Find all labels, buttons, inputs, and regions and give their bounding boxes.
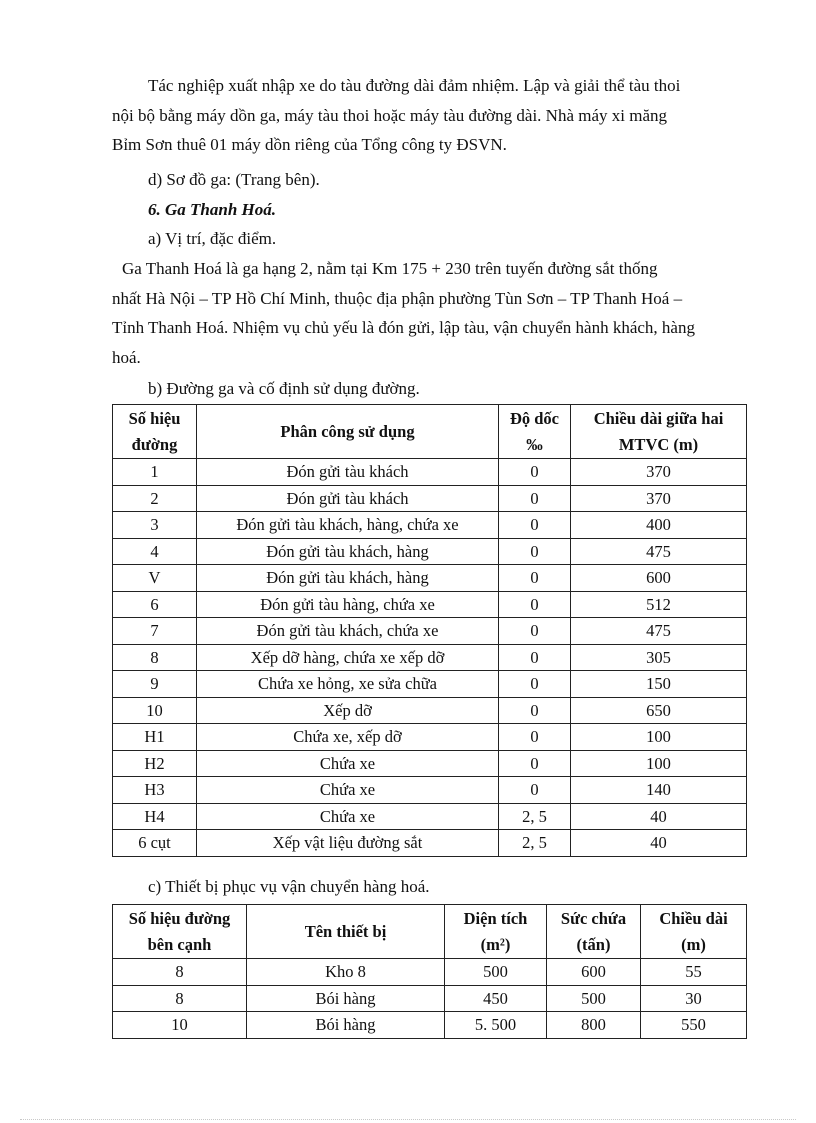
section-heading: 6. Ga Thanh Hoá. [148,200,276,219]
table-cell: 0 [499,644,571,671]
table-cell: 512 [571,591,747,618]
equipment-table-body [113,959,747,1039]
text-line: Ga Thanh Hoá là ga hạng 2, nằm tại Km 175 + 230 trên tuyến đường sắt thống [122,259,658,278]
table-cell: 0 [499,618,571,645]
table-cell: 8 [113,644,197,671]
table-cell: 9 [113,671,197,698]
table-cell: 140 [571,777,747,804]
table-cell: 0 [499,777,571,804]
table-cell: 500 [547,985,641,1012]
page-bottom-rule [20,1119,796,1120]
table-cell: Đón gửi tàu khách [197,485,499,512]
table-cell: 600 [547,959,641,986]
table-cell: 305 [571,644,747,671]
table-cell: 10 [113,1012,247,1039]
paragraph-station-diagram: d) Sơ đồ ga: (Trang bên). [148,170,320,189]
table-cell: 650 [571,697,747,724]
table-cell: V [113,565,197,592]
table-cell: Đón gửi tàu khách [197,459,499,486]
column-header: Độ dốc ‰ [499,405,571,459]
paragraph-shunting [112,71,758,160]
table-row [113,959,747,986]
table-row [113,644,747,671]
table-cell: 2 [113,485,197,512]
table-cell: 1 [113,459,197,486]
equipment-table [112,904,747,1039]
table-cell: 8 [113,959,247,986]
column-header: Số hiệu đường [113,405,197,459]
table-row [113,618,747,645]
table-cell: Bói hàng [247,1012,445,1039]
table-cell: 600 [571,565,747,592]
table-cell: H2 [113,750,197,777]
table-row [113,803,747,830]
table-cell: 7 [113,618,197,645]
table-cell: 0 [499,671,571,698]
table-cell: 0 [499,512,571,539]
table-cell: 0 [499,697,571,724]
table-cell: Chứa xe [197,750,499,777]
table-cell: Xếp vật liệu đường sắt [197,830,499,857]
table-cell: 5. 500 [445,1012,547,1039]
column-header: Sức chứa (tấn) [547,905,641,959]
table-row [113,985,747,1012]
table-cell: 0 [499,538,571,565]
table-cell: 550 [641,1012,747,1039]
table-cell: 150 [571,671,747,698]
table-cell: 3 [113,512,197,539]
table-row [113,512,747,539]
paragraph-tracks-title: b) Đường ga và cố định sử dụng đường. [148,379,420,398]
table-row [113,538,747,565]
table-cell: Đón gửi tàu khách, hàng [197,538,499,565]
table-row [113,565,747,592]
table-cell: 100 [571,724,747,751]
table-cell: 475 [571,538,747,565]
table-cell: 450 [445,985,547,1012]
table-cell: Xếp dỡ hàng, chứa xe xếp dỡ [197,644,499,671]
table-cell: 40 [571,830,747,857]
table-cell: 100 [571,750,747,777]
table-row [113,750,747,777]
tracks-table-body [113,459,747,857]
table-cell: 6 cụt [113,830,197,857]
table-row [113,724,747,751]
table-cell: 40 [571,803,747,830]
paragraph-location [112,254,758,372]
table-cell: Chứa xe [197,803,499,830]
table-cell: 10 [113,697,197,724]
table-cell: 2, 5 [499,803,571,830]
table-cell: Đón gửi tàu hàng, chứa xe [197,591,499,618]
table-row [113,671,747,698]
table-cell: Đón gửi tàu khách, hàng [197,565,499,592]
table-cell: Bói hàng [247,985,445,1012]
paragraph-equipment-title: c) Thiết bị phục vụ vận chuyển hàng hoá. [148,877,430,896]
table-cell: H1 [113,724,197,751]
text-line: Bỉm Sơn thuê 01 máy dồn riêng của Tổng công ty ĐSVN. [112,135,507,154]
column-header: Diện tích (m²) [445,905,547,959]
table-row [113,459,747,486]
table-row [113,830,747,857]
table-row [113,591,747,618]
paragraph-location-title: a) Vị trí, đặc điểm. [148,229,277,248]
table-cell: 0 [499,565,571,592]
text-line: hoá. [112,347,141,367]
table-row [113,697,747,724]
table-cell: Chứa xe, xếp dỡ [197,724,499,751]
table-cell: 500 [445,959,547,986]
table-cell: Chứa xe [197,777,499,804]
table-cell: Đón gửi tàu khách, hàng, chứa xe [197,512,499,539]
table-cell: 0 [499,459,571,486]
text-line: Tỉnh Thanh Hoá. Nhiệm vụ chủ yếu là đón gửi, lập tàu, vận chuyển hành khách, hàng [112,318,695,337]
table-cell: 800 [547,1012,641,1039]
table-cell: 370 [571,485,747,512]
table-cell: 0 [499,591,571,618]
table-cell: Xếp dỡ [197,697,499,724]
table-cell: Đón gửi tàu khách, chứa xe [197,618,499,645]
table-cell: Kho 8 [247,959,445,986]
table-cell: 0 [499,750,571,777]
table-cell: 55 [641,959,747,986]
table-cell: 4 [113,538,197,565]
tracks-table [112,404,747,857]
table-cell: 0 [499,485,571,512]
table-cell: 30 [641,985,747,1012]
table-cell: H3 [113,777,197,804]
table-cell: 0 [499,724,571,751]
column-header: Tên thiết bị [247,905,445,959]
table-cell: 400 [571,512,747,539]
text-line: nhất Hà Nội – TP Hồ Chí Minh, thuộc địa phận phường Tùn Sơn – TP Thanh Hoá – [112,288,683,308]
table-row [113,777,747,804]
column-header: Số hiệu đường bên cạnh [113,905,247,959]
table-row [113,485,747,512]
column-header: Chiều dài giữa hai MTVC (m) [571,405,747,459]
text-line: Tác nghiệp xuất nhập xe do tàu đường dài đảm nhiệm. Lập và giải thể tàu thoi [148,76,681,95]
table-row [113,1012,747,1039]
table-cell: 6 [113,591,197,618]
table-cell: 475 [571,618,747,645]
table-cell: H4 [113,803,197,830]
column-header: Chiều dài (m) [641,905,747,959]
table-cell: 2, 5 [499,830,571,857]
table-cell: Chứa xe hỏng, xe sửa chữa [197,671,499,698]
column-header: Phân công sử dụng [197,405,499,459]
table-cell: 8 [113,985,247,1012]
table-cell: 370 [571,459,747,486]
text-line: nội bộ bằng máy dồn ga, máy tàu thoi hoặc máy tàu đường dài. Nhà máy xi măng [112,105,667,125]
